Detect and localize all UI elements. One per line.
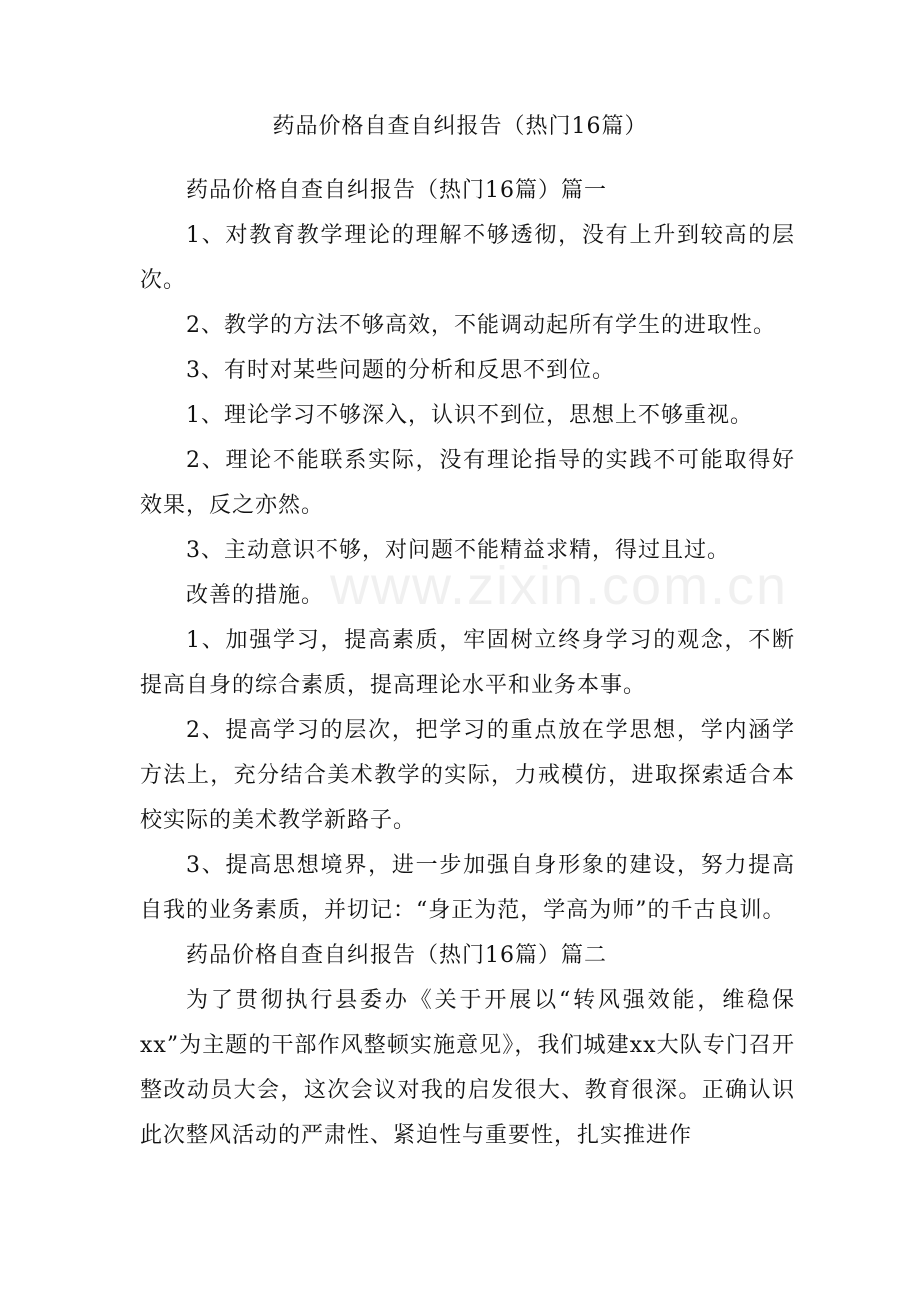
section-heading-1: 药品价格自查自纠报告（热门16篇）篇一: [186, 178, 607, 203]
paragraph: 1、对教育教学理论的理解不够透彻，没有上升到较高的层次。: [140, 223, 795, 293]
section-heading-2: 药品价格自查自纠报告（热门16篇）篇二: [186, 943, 607, 968]
paragraph: 3、有时对某些问题的分析和反思不到位。: [186, 358, 615, 383]
paragraph: 2、教学的方法不够高效，不能调动起所有学生的进取性。: [186, 313, 776, 338]
paragraph: 1、加强学习，提高素质，牢固树立终身学习的观念，不断提高自身的综合素质，提高理论水平和业务本事。: [140, 628, 795, 698]
paragraph: 3、主动意识不够，对问题不能精益求精，得过且过。: [186, 538, 730, 563]
watermark-text: www.zixin.com.cn: [330, 556, 789, 616]
document-title: 药品价格自查自纠报告（热门16篇）: [272, 114, 648, 139]
paragraph: 2、理论不能联系实际，没有理论指导的实践不可能取得好效果，反之亦然。: [140, 448, 795, 518]
document-body: [140, 168, 795, 1158]
paragraph: 3、提高思想境界，进一步加强自身形象的建设，努力提高自我的业务素质，并切记：“身正为范，学高为师”的千古良训。: [140, 853, 795, 923]
paragraph: 1、理论学习不够深入，认识不到位，思想上不够重视。: [186, 403, 753, 428]
paragraph: 改善的措施。: [186, 583, 325, 608]
paragraph: 为了贯彻执行县委办《关于开展以“转风强效能，维稳保xx”为主题的干部作风整顿实施意见》，我们城建xx大队专门召开整改动员大会，这次会议对我的启发很大、教育很深。正确认识此次整风活动的严肃性、紧迫性与重要性，扎实推进作: [140, 988, 795, 1148]
paragraph: 2、提高学习的层次，把学习的重点放在学思想，学内涵学方法上，充分结合美术教学的实际，力戒模仿，进取探索适合本校实际的美术教学新路子。: [140, 718, 795, 833]
